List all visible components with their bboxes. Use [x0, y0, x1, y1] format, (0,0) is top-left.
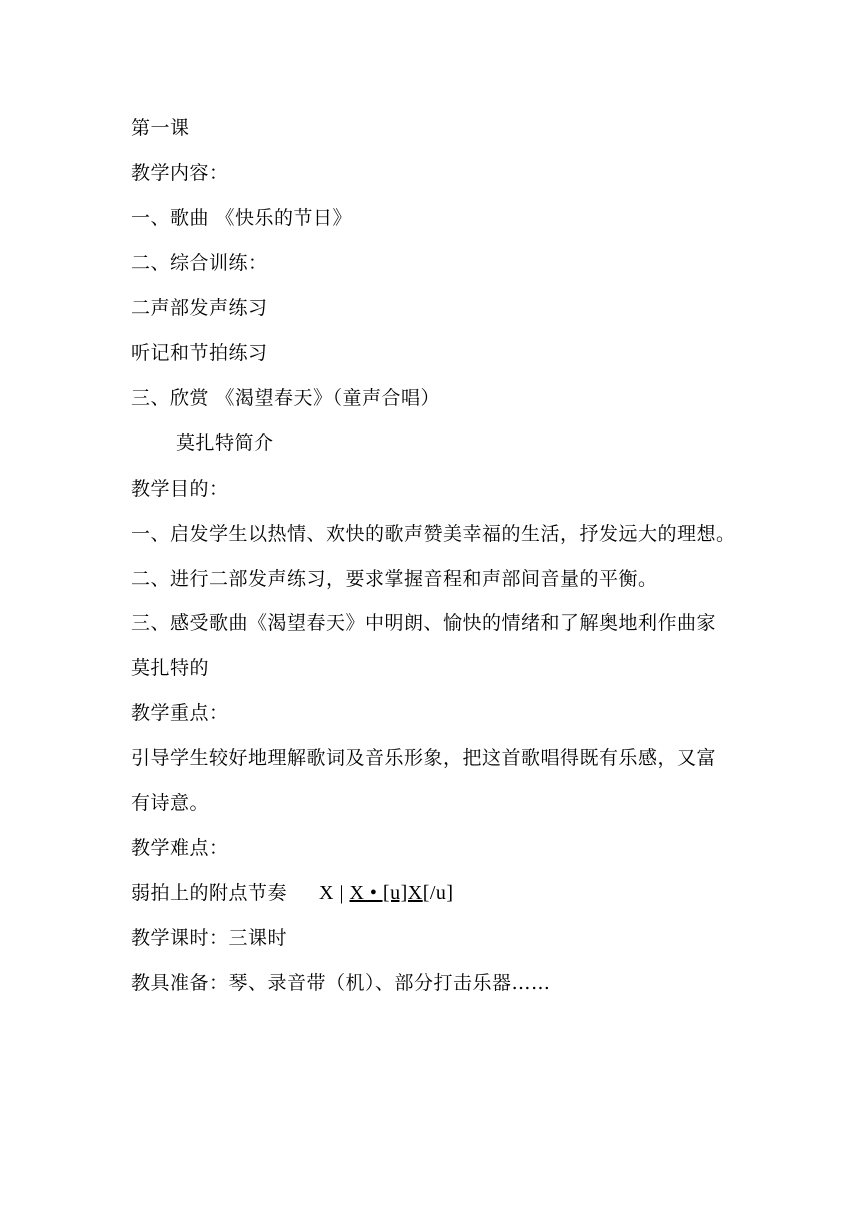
- goals-heading: 教学目的：: [131, 478, 229, 500]
- content-item-mozart: 莫扎特简介: [176, 432, 274, 454]
- difficulty-text: 弱拍上的附点节奏: [131, 882, 288, 904]
- goal-item-3-continued: 莫扎特的: [131, 657, 210, 679]
- goal-item-1: 一、启发学生以热情、欢快的歌声赞美幸福的生活，抒发远大的理想。: [131, 523, 736, 545]
- goal-item-3: 三、感受歌曲《渴望春天》中明朗、愉快的情绪和了解奥地利作曲家: [131, 612, 717, 634]
- key-point-line-1: 引导学生较好地理解歌词及音乐形象，把这首歌唱得既有乐感，又富: [131, 747, 717, 769]
- rhythm-underlined: X • [u]X: [349, 882, 423, 904]
- content-item-appreciation: 三、欣赏 《渴望春天》（童声合唱）: [131, 387, 441, 409]
- key-point-line-2: 有诗意。: [131, 792, 210, 814]
- lesson-title: 第一课: [131, 117, 190, 139]
- teaching-materials: 教具准备：琴、录音带（机）、部分打击乐器……: [131, 972, 551, 994]
- difficulty-heading: 教学难点：: [131, 837, 229, 859]
- content-heading: 教学内容：: [131, 162, 229, 184]
- content-item-training: 二、综合训练：: [131, 252, 268, 274]
- difficulty-line: [131, 881, 454, 905]
- content-item-rhythm-practice: 听记和节拍练习: [131, 342, 268, 364]
- teaching-hours: 教学课时：三课时: [131, 927, 288, 949]
- content-item-vocal-practice: 二声部发声练习: [131, 297, 268, 319]
- rhythm-tail: [/u]: [422, 882, 454, 904]
- content-item-song: 一、歌曲 《快乐的节日》: [131, 207, 353, 229]
- rhythm-notation: [319, 882, 454, 904]
- goal-item-2: 二、进行二部发声练习，要求掌握音程和声部间音量的平衡。: [131, 568, 658, 590]
- rhythm-plain: X |: [319, 882, 350, 904]
- key-heading: 教学重点：: [131, 702, 229, 724]
